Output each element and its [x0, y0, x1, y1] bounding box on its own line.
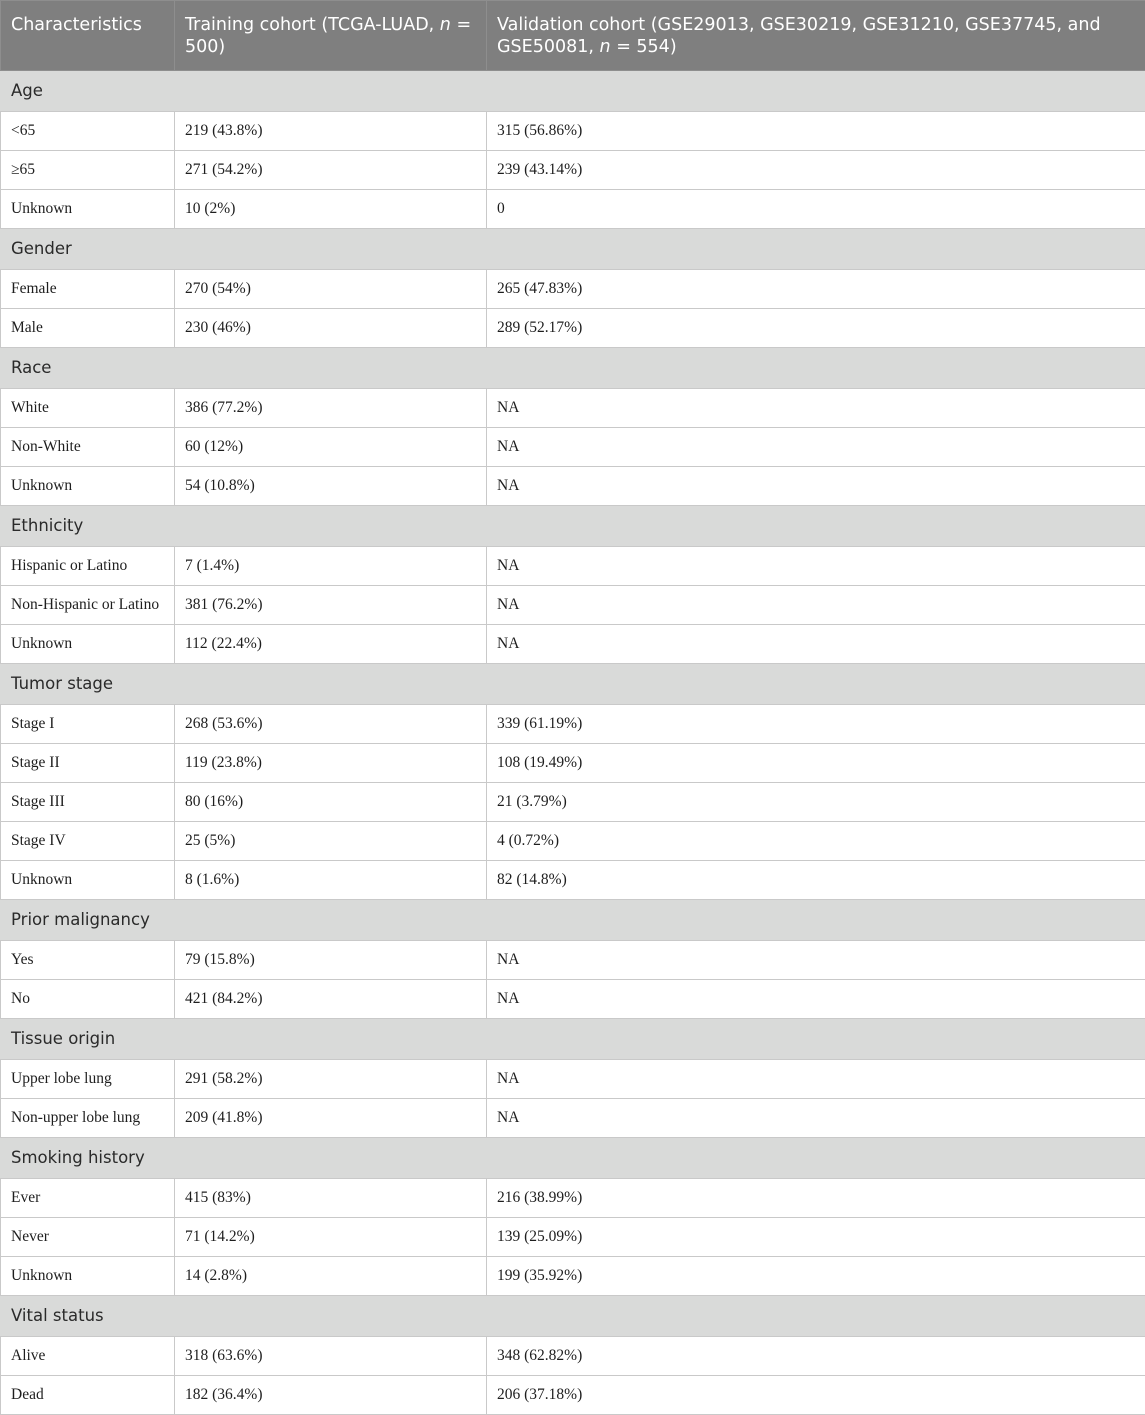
row-label-cell: Non-upper lobe lung [1, 1099, 175, 1138]
row-label-cell: Stage II [1, 744, 175, 783]
group-header-row [1, 664, 1145, 705]
training-value-cell: 271 (54.2%) [175, 151, 487, 190]
row-label-cell: Alive [1, 1337, 175, 1376]
training-value-cell: 268 (53.6%) [175, 705, 487, 744]
row-label-cell: Stage IV [1, 822, 175, 861]
row-label-cell: Unknown [1, 625, 175, 664]
validation-value-cell: NA [487, 1099, 1145, 1138]
table-row [1, 151, 1145, 190]
table-row [1, 270, 1145, 309]
row-label-cell: Unknown [1, 190, 175, 229]
table-header-row [1, 1, 1145, 71]
validation-value-cell: 82 (14.8%) [487, 861, 1145, 900]
table-row [1, 1060, 1145, 1099]
group-title: Gender [1, 229, 1145, 270]
table-row [1, 1376, 1145, 1415]
validation-value-cell: NA [487, 389, 1145, 428]
row-label-cell: Upper lobe lung [1, 1060, 175, 1099]
table-row [1, 980, 1145, 1019]
training-value-cell: 80 (16%) [175, 783, 487, 822]
training-value-cell: 219 (43.8%) [175, 112, 487, 151]
table-row [1, 1337, 1145, 1376]
training-value-cell: 182 (36.4%) [175, 1376, 487, 1415]
training-value-cell: 119 (23.8%) [175, 744, 487, 783]
table-row [1, 389, 1145, 428]
training-value-cell: 291 (58.2%) [175, 1060, 487, 1099]
header-validation-cohort [487, 1, 1145, 71]
row-label-cell: Stage I [1, 705, 175, 744]
training-value-cell: 79 (15.8%) [175, 941, 487, 980]
validation-value-cell: NA [487, 586, 1145, 625]
table-row [1, 625, 1145, 664]
group-header-row [1, 1019, 1145, 1060]
header-validation-pre: Validation cohort (GSE29013, GSE30219, GSE31210, GSE37745, and GSE50081, [497, 15, 1101, 57]
validation-value-cell: NA [487, 547, 1145, 586]
validation-value-cell: NA [487, 1060, 1145, 1099]
training-value-cell: 60 (12%) [175, 428, 487, 467]
row-label-cell: Ever [1, 1179, 175, 1218]
group-title: Smoking history [1, 1138, 1145, 1179]
validation-value-cell: 4 (0.72%) [487, 822, 1145, 861]
validation-value-cell: 265 (47.83%) [487, 270, 1145, 309]
group-header-row [1, 348, 1145, 389]
header-training-pre: Training cohort (TCGA-LUAD, [185, 15, 440, 35]
table-row [1, 309, 1145, 348]
row-label-cell: No [1, 980, 175, 1019]
training-value-cell: 209 (41.8%) [175, 1099, 487, 1138]
table-row [1, 547, 1145, 586]
group-header-row [1, 900, 1145, 941]
group-title: Race [1, 348, 1145, 389]
training-value-cell: 270 (54%) [175, 270, 487, 309]
training-value-cell: 415 (83%) [175, 1179, 487, 1218]
training-value-cell: 421 (84.2%) [175, 980, 487, 1019]
header-validation-post: = 554) [611, 37, 677, 57]
table-row [1, 1218, 1145, 1257]
row-label-cell: Unknown [1, 467, 175, 506]
training-value-cell: 71 (14.2%) [175, 1218, 487, 1257]
training-value-cell: 112 (22.4%) [175, 625, 487, 664]
validation-value-cell: NA [487, 980, 1145, 1019]
group-title: Prior malignancy [1, 900, 1145, 941]
training-value-cell: 230 (46%) [175, 309, 487, 348]
group-title: Tissue origin [1, 1019, 1145, 1060]
group-title: Vital status [1, 1296, 1145, 1337]
table-row [1, 586, 1145, 625]
group-header-row [1, 1296, 1145, 1337]
table-row [1, 112, 1145, 151]
validation-value-cell: 315 (56.86%) [487, 112, 1145, 151]
table-row [1, 941, 1145, 980]
row-label-cell: Non-Hispanic or Latino [1, 586, 175, 625]
group-header-row [1, 1138, 1145, 1179]
header-training-post: = 500) [185, 15, 471, 57]
header-validation-n: n [600, 37, 611, 57]
validation-value-cell: 289 (52.17%) [487, 309, 1145, 348]
row-label-cell: Non-White [1, 428, 175, 467]
table-row [1, 744, 1145, 783]
validation-value-cell: 348 (62.82%) [487, 1337, 1145, 1376]
validation-value-cell: NA [487, 467, 1145, 506]
validation-value-cell: NA [487, 428, 1145, 467]
validation-value-cell: 239 (43.14%) [487, 151, 1145, 190]
training-value-cell: 54 (10.8%) [175, 467, 487, 506]
training-value-cell: 8 (1.6%) [175, 861, 487, 900]
row-label-cell: ≥65 [1, 151, 175, 190]
header-training-cohort [175, 1, 487, 71]
training-value-cell: 14 (2.8%) [175, 1257, 487, 1296]
header-characteristics-label: Characteristics [11, 15, 142, 35]
validation-value-cell: 21 (3.79%) [487, 783, 1145, 822]
training-value-cell: 10 (2%) [175, 190, 487, 229]
table-row [1, 190, 1145, 229]
validation-value-cell: 0 [487, 190, 1145, 229]
validation-value-cell: 339 (61.19%) [487, 705, 1145, 744]
training-value-cell: 318 (63.6%) [175, 1337, 487, 1376]
validation-value-cell: 206 (37.18%) [487, 1376, 1145, 1415]
table-row [1, 428, 1145, 467]
row-label-cell: Unknown [1, 1257, 175, 1296]
table-body [1, 71, 1145, 1415]
table-row [1, 783, 1145, 822]
group-title: Ethnicity [1, 506, 1145, 547]
validation-value-cell: 139 (25.09%) [487, 1218, 1145, 1257]
validation-value-cell: NA [487, 625, 1145, 664]
validation-value-cell: 108 (19.49%) [487, 744, 1145, 783]
table-row [1, 861, 1145, 900]
validation-value-cell: NA [487, 941, 1145, 980]
group-title: Tumor stage [1, 664, 1145, 705]
row-label-cell: Never [1, 1218, 175, 1257]
training-value-cell: 7 (1.4%) [175, 547, 487, 586]
validation-value-cell: 216 (38.99%) [487, 1179, 1145, 1218]
table-row [1, 1257, 1145, 1296]
table-row [1, 822, 1145, 861]
table-row [1, 1179, 1145, 1218]
row-label-cell: Hispanic or Latino [1, 547, 175, 586]
validation-value-cell: 199 (35.92%) [487, 1257, 1145, 1296]
group-title: Age [1, 71, 1145, 112]
training-value-cell: 381 (76.2%) [175, 586, 487, 625]
row-label-cell: Dead [1, 1376, 175, 1415]
table-row [1, 1099, 1145, 1138]
table-row [1, 705, 1145, 744]
header-characteristics [1, 1, 175, 71]
group-header-row [1, 71, 1145, 112]
row-label-cell: Male [1, 309, 175, 348]
training-value-cell: 25 (5%) [175, 822, 487, 861]
group-header-row [1, 506, 1145, 547]
header-training-n: n [440, 15, 451, 35]
row-label-cell: Unknown [1, 861, 175, 900]
row-label-cell: White [1, 389, 175, 428]
row-label-cell: Yes [1, 941, 175, 980]
training-value-cell: 386 (77.2%) [175, 389, 487, 428]
row-label-cell: <65 [1, 112, 175, 151]
group-header-row [1, 229, 1145, 270]
table-row [1, 467, 1145, 506]
row-label-cell: Stage III [1, 783, 175, 822]
row-label-cell: Female [1, 270, 175, 309]
